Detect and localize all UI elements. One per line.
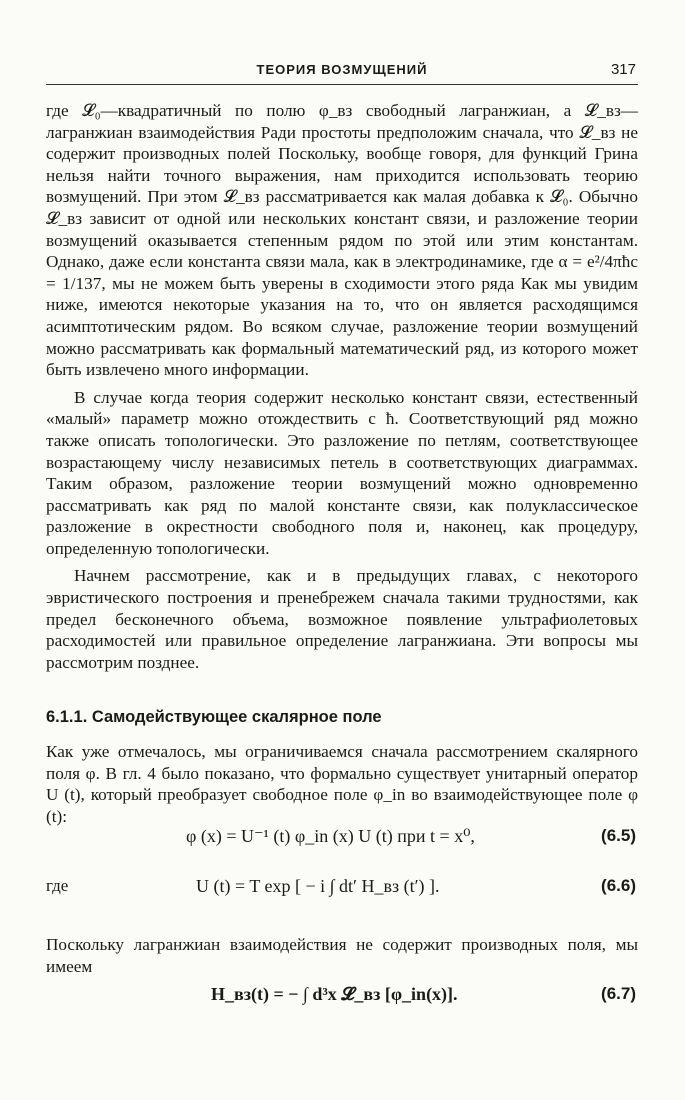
equation-6-6-number: (6.6)	[601, 876, 636, 895]
section-heading: 6.1.1. Самодействующее скалярное поле	[46, 708, 382, 726]
section-intro	[46, 741, 638, 827]
running-title: ТЕОРИЯ ВОЗМУЩЕНИЙ	[256, 62, 428, 77]
equation-6-7-formula: H_вз(t) = − ∫ d³x 𝓛_вз [φ_in(x)].	[211, 984, 458, 1004]
paragraph-3: Начнем рассмотрение, как и в предыдущих главах, с некоторого эвристического построения и пренебрежем сначала такими трудностями, как предел бесконечного объема, возможное появление ультрафиолетовых расходимостей или правильное определение лагранжиана. Эти вопросы мы рассмотрим позднее.	[46, 566, 638, 672]
equation-6-7	[46, 980, 638, 1012]
after-equation-text	[46, 934, 638, 977]
section-intro-paragraph: Как уже отмечалось, мы ограничиваемся сначала рассмотрением скалярного поля φ. В гл. 4 было показано, что формально существует унитарный оператор U (t), который преобразует свободное поле φ_in во взаимодействующее поле φ (t):	[46, 742, 638, 826]
equation-6-5-formula: φ (x) = U⁻¹ (t) φ_in (x) U (t) при t = x⁰,	[186, 826, 475, 846]
equation-6-6-formula: U (t) = T exp [ − i ∫ dt′ H_вз (t′) ].	[196, 876, 440, 896]
equation-6-6	[46, 872, 638, 904]
body-text-block	[46, 100, 638, 673]
page-header	[46, 60, 638, 85]
equation-6-5	[46, 822, 638, 854]
equation-6-6-lead: где	[46, 876, 69, 895]
page-number: 317	[610, 61, 636, 78]
paragraph-1: где 𝓛₀—квадратичный по полю φ_вз свободный лагранжиан, а 𝓛_вз—лагранжиан взаимодействия Ради простоты предположим сначала, что 𝓛_вз не содержит производных полей Поскольку, вообще говоря, для функций Грина нельзя найти точного выражения, нам приходится использовать теорию возмущений. При этом 𝓛_вз рассматривается как малая добавка к 𝓛₀. Обычно 𝓛_вз зависит от одной или нескольких констант связи, и разложение теории возмущений оказывается степенным рядом по этой или этим константам. Однако, даже если константа связи мала, как в электродинамике, где α = e²/4πħc = 1/137, мы не можем быть уверены в сходимости этого ряда Как мы увидим ниже, имеются некоторые указания на то, что он является расходящимся асимптотическим рядом. Во всяком случае, разложение теории возмущений можно рассматривать как формальный математический ряд, из которого может быть извлечено много информации.	[46, 101, 638, 380]
equation-6-5-number: (6.5)	[601, 826, 636, 845]
after-equation-paragraph: Поскольку лагранжиан взаимодействия не содержит производных поля, мы имеем	[46, 935, 638, 976]
paragraph-2: В случае когда теория содержит несколько констант связи, естественный «малый» параметр можно отождествить с ħ. Соответствующий ряд можно также описать топологически. Это разложение по петлям, соответствующее возрастающему числу независимых петель в соответствующих диаграммах. Таким образом, разложение теории возмущений можно одновременно рассматривать как ряд по малой константе связи, как полуклассическое разложение в окрестности свободного поля и, наконец, как процедуру, определенную топологически.	[46, 387, 638, 558]
equation-6-7-number: (6.7)	[601, 984, 636, 1003]
